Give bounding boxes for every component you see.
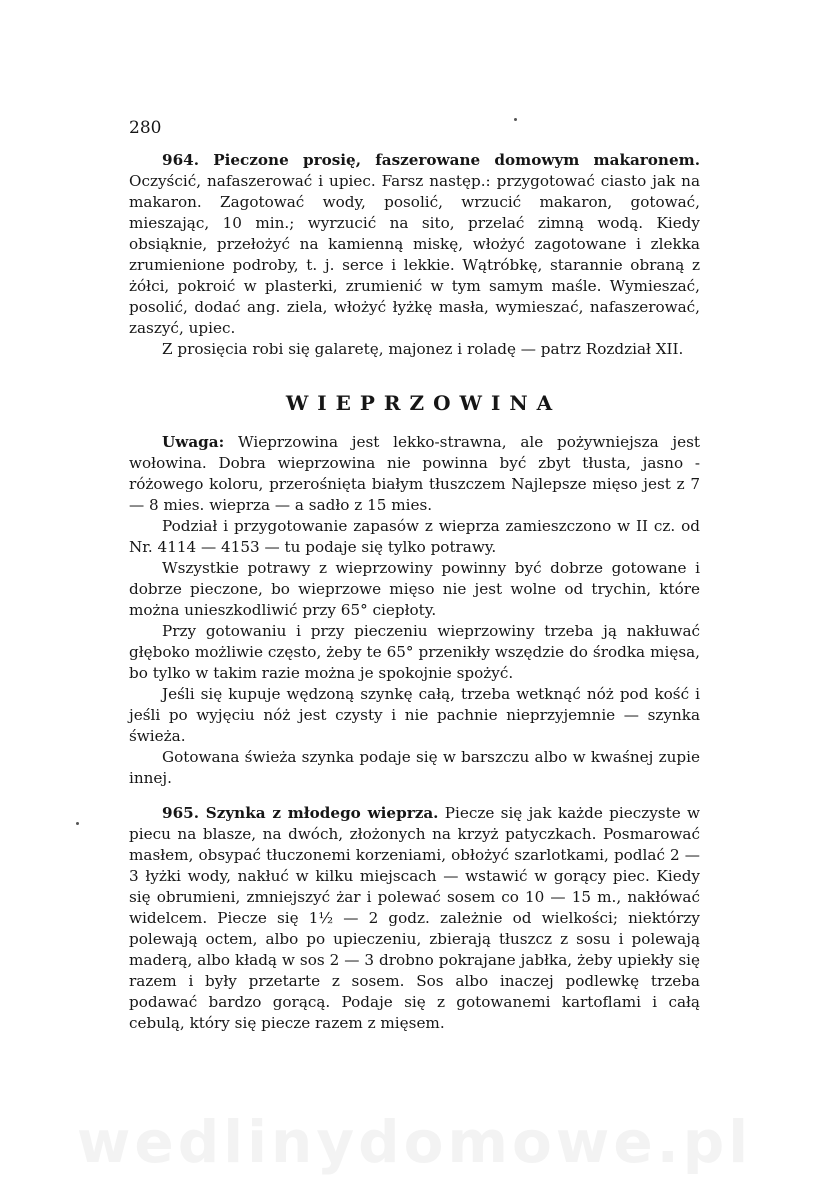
page-number: 280 [129, 118, 162, 138]
recipe-965 [129, 803, 700, 1034]
recipe-964-note: Z prosięcia robi się galaretę, majonez i roladę — patrz Rozdział XII. [162, 340, 684, 358]
recipe-964-heading: 964. Pieczone prosię, faszerowane domowym makaronem. [162, 151, 700, 169]
paragraph-gap [129, 789, 700, 803]
section-title: WIEPRZOWINA [285, 391, 562, 415]
print-speck [514, 118, 517, 121]
recipe-964 [129, 150, 700, 339]
section-paragraph: Gotowana świeża szynka podaje się w barszczu albo w kwaśnej zupie innej. [129, 748, 700, 787]
recipe-965-heading: 965. Szynka z młodego wieprza. [162, 804, 439, 822]
note-label: Uwaga: [162, 433, 225, 451]
recipe-964-body: Oczyścić, nafaszerować i upiec. Farsz następ.: przygotować ciasto jak na makaron. Zagotować wody, posolić, wrzucić makaron, gotować, mieszając, 10 min.; wyrzucić na sito, przelać zimną wodą. Kiedy obsiąknie, przełożyć na kamienną miskę, włożyć zagotowane i zlekka zrumienione podroby, t. j. serce i lekkie. Wątróbkę, starannie obraną z żółci, pokroić w plasterki, zrumienić w tym samym maśle. Wymieszać, posolić, dodać ang. ziela, włożyć łyżkę masła, wymieszać, nafaszerować, zaszyć, upiec. [129, 172, 700, 337]
section-paragraph: Przy gotowaniu i przy pieczeniu wieprzowiny trzeba ją nakłuwać głęboko możliwie często, żeby te 65° przenikły wszędzie do środka mięsa, bo tylko w takim razie można je spokojnie spożyć. [129, 622, 700, 682]
section-paragraph: Podział i przygotowanie zapasów z wieprza zamieszczono w II cz. od Nr. 4114 — 4153 — tu podaje się tylko potrawy. [129, 517, 700, 556]
note-text: Wieprzowina jest lekko-strawna, ale pożywniejsza jest wołowina. Dobra wieprzowina nie powinna być zbyt tłusta, jasno - różowego koloru, przerośnięta białym tłuszczem Najlepsze mięso jest z 7 — 8 mies. wieprza — a sadło z 15 mies. [129, 433, 700, 514]
section-paragraph: Wszystkie potrawy z wieprzowiny powinny być dobrze gotowane i dobrze pieczone, bo wieprzowe mięso nie jest wolne od trychin, które można unieszkodliwić przy 65° ciepłoty. [129, 559, 700, 619]
watermark: wedlinydomowe.pl [76, 1108, 753, 1176]
section-paragraph: Jeśli się kupuje wędzoną szynkę całą, trzeba wetknąć nóż pod kość i jeśli po wyjęciu nóż jest czysty i nie pachnie nieprzyjemnie — szynka świeża. [129, 685, 700, 745]
recipe-965-body: Piecze się jak każde pieczyste w piecu na blasze, na dwóch, złożonych na krzyż patyczkach. Posmarować masłem, obsypać tłuczonemi korzeniami, obłożyć szarlotkami, podlać 2 — 3 łyżki wody, nakłuć w kilku miejscach — wstawić w gorący piec. Kiedy się obrumieni, zmniejszyć żar i polewać sosem co 10 — 15 m., nakłówać widelcem. Piecze się 1½ — 2 godz. zależnie od wielkości; niektórzy polewają octem, albo po upieczeniu, zbierają tłuszcz z sosu i polewają maderą, albo kładą w sos 2 — 3 drobno pokrajane jabłka, żeby upiekły się razem i były przetarte z sosem. Sos albo inaczej podlewkę trzeba podawać bardzo gorącą. Podaje się z gotowanemi kartoflami i całą cebulą, który się piecze razem z mięsem. [129, 804, 700, 1032]
section-paragraph [129, 432, 700, 516]
print-speck [76, 822, 79, 825]
text-column [129, 150, 700, 1034]
